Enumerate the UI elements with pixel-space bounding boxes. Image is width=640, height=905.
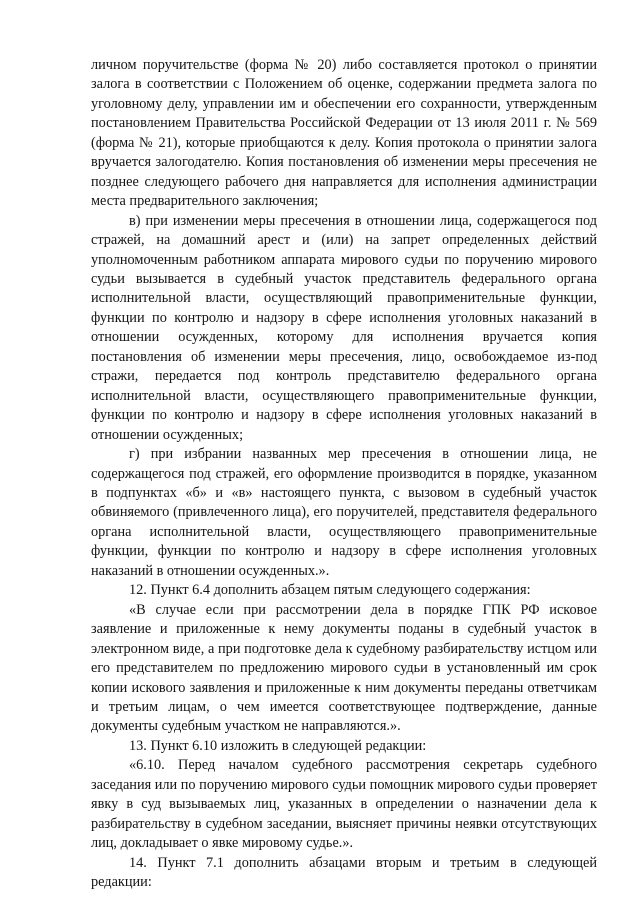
paragraph-item-v: в) при изменении меры пресечения в отношении лица, содержащегося под стражей, на домашний арест и (или) на запрет определенных действий уполномоченным работником аппарата мирового судьи по поручению мирового судьи вызывается в судебный участок представитель федерального органа исполнительной власти, осуществляющий правоприменительные функции, функции по контролю и надзору в сфере исполнения уголовных наказаний в отношении осужденных, которому для исполнения вручается копия постановления об изменении меры пресечения, лицо, освобождаемое из-под стражи, передается под контроль представителю федерального органа исполнительной власти, осуществляющего правоприменительные функции, функции по контролю и надзору в сфере исполнения уголовных наказаний в отношении осужденных;: [91, 212, 597, 443]
paragraph-item-14: 14. Пункт 7.1 дополнить абзацами вторым и третьим в следующей редакции:: [91, 854, 597, 891]
paragraph-quote-6-10: «6.10. Перед началом судебного рассмотрения секретарь судебного заседания или по поручению мирового судьи помощник мирового судьи проверяет явку в суд вызываемых лиц, указанных в определении о назначении дела к разбирательству в судебном заседании, выясняет причины неявки отсутствующих лиц, докладывает о явке мировому судье.».: [91, 757, 597, 852]
paragraph-item-g: г) при избрании названных мер пресечения в отношении лица, не содержащегося под стражей, его оформление производится в порядке, указанном в подпунктах «б» и «в» настоящего пункта, с вызовом в судебный участок обвиняемого (привлеченного лица), его поручителей, представителя федерального органа исполнительной власти, осуществляющего правоприменительные функции, функции по контролю и надзору в сфере исполнения уголовных наказаний в отношении осужденных.».: [91, 446, 597, 579]
paragraph-quote-6-4: «В случае если при рассмотрении дела в порядке ГПК РФ исковое заявление и приложенные к нему документы поданы в судебный участок в электронном виде, а при подготовке дела к судебному разбирательству истцом или его представителем по предложению мирового судьи в установленный им срок копии искового заявления и приложенные к ним документы переданы ответчикам и третьим лицам, о чем имеется соответствующее подтверждение, данные документы судебным участком не направляются.».: [91, 601, 597, 735]
document-page: [91, 56, 597, 892]
paragraph-bail-protocol: личном поручительстве (форма № 20) либо составляется протокол о принятии залога в соответствии с Положением об оценке, содержании предмета залога по уголовному делу, управлении им и обеспечении его сохранности, утвержденным постановлением Правительства Российской Федерации от 13 июля 2011 г. № 569 (форма № 21), которые приобщаются к делу. Копия протокола о принятии залога вручается залогодателю. Копия постановления об изменении меры пресечения не позднее следующего рабочего дня направляется для исполнения администрации места предварительного заключения;: [91, 57, 597, 210]
paragraph-item-13: 13. Пункт 6.10 изложить в следующей редакции:: [129, 737, 427, 754]
paragraph-item-12: 12. Пункт 6.4 дополнить абзацем пятым следующего содержания:: [129, 582, 531, 599]
